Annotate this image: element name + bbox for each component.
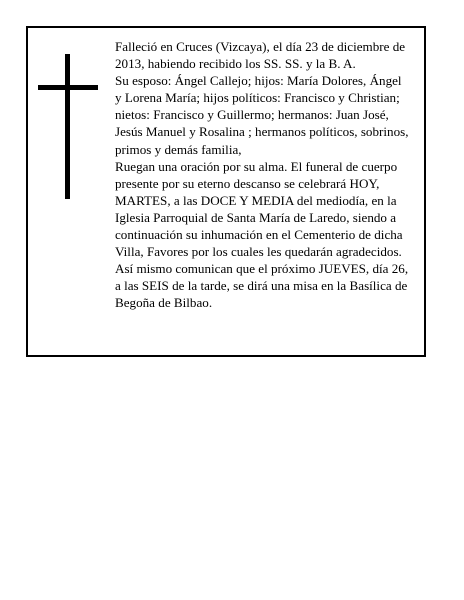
obituary-text xyxy=(115,38,423,312)
text-line: Iglesia Parroquial de Santa María de Laredo, siendo a xyxy=(115,209,397,225)
text-line: Ruegan una oración por su alma. El funeral de cuerpo xyxy=(115,158,398,174)
text-line: MARTES, a las DOCE Y MEDIA del mediodía, en la xyxy=(115,192,397,208)
text-line: Su esposo: Ángel Callejo; hijos: María Dolores, Ángel xyxy=(115,73,402,89)
text-line: continuación su inhumación en el Cementerio de dicha xyxy=(115,227,403,243)
cross-vertical-bar xyxy=(65,54,70,199)
text-line: Así mismo comunican que el próximo JUEVES, día 26, xyxy=(115,261,409,277)
text-line: Villa, Favores por los cuales les quedarán agradecidos. xyxy=(115,244,402,260)
text-line: presente por su eterno descanso se celebrará HOY, xyxy=(115,175,380,191)
cross-horizontal-bar xyxy=(38,85,98,90)
text-line: nietos: Francisco y Guillermo; hermanos: Juan José, xyxy=(115,107,389,123)
text-line: Falleció en Cruces (Vizcaya), el día 23 de diciembre de xyxy=(115,39,406,54)
text-line: a las SEIS de la tarde, se dirá una misa en la Basílica de xyxy=(115,278,408,294)
text-line: y Lorena María; hijos políticos: Francisco y Christian; xyxy=(115,90,400,106)
text-line: 2013, habiendo recibido los SS. SS. y la B. A. xyxy=(115,56,356,72)
cross-icon xyxy=(38,54,98,199)
text-line: Jesús Manuel y Rosalina ; hermanos políticos, sobrinos, xyxy=(115,124,409,140)
obituary-notice xyxy=(26,26,426,357)
text-line: Begoña de Bilbao. xyxy=(115,295,213,311)
text-line: primos y demás familia, xyxy=(115,141,242,157)
